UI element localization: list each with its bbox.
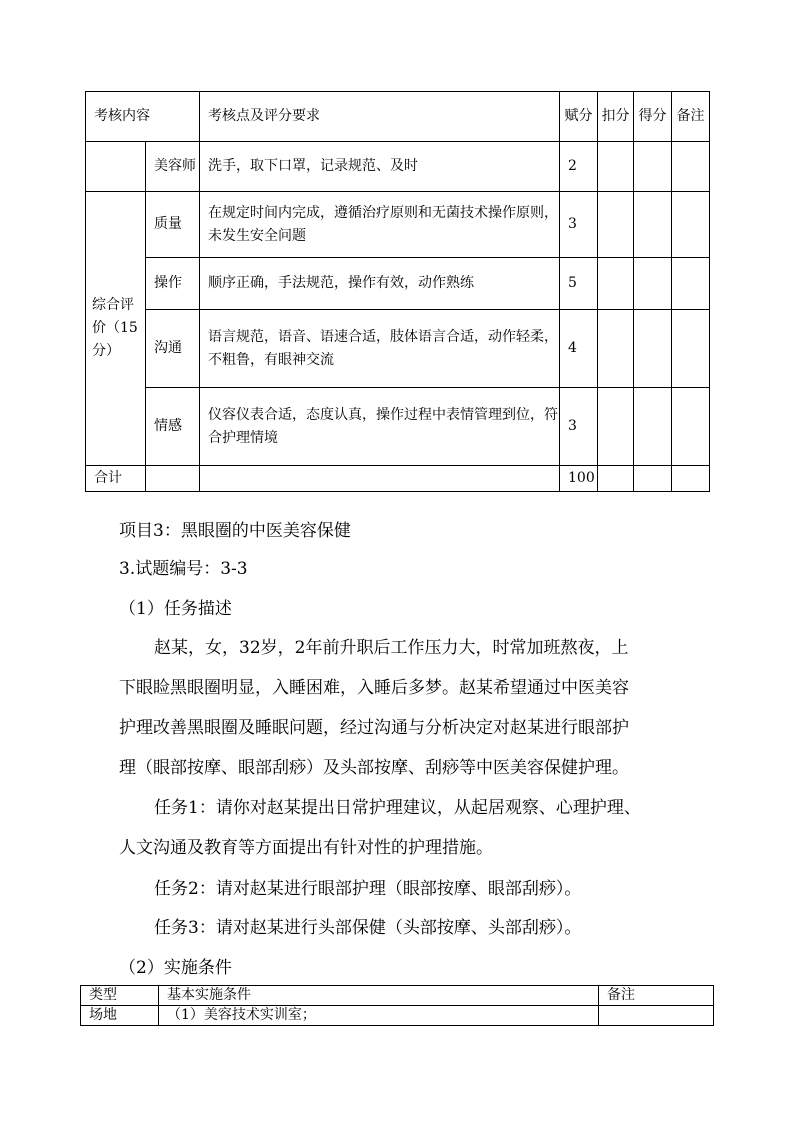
header-criteria: 考核点及评分要求 [200, 92, 560, 142]
header-deduct: 扣分 [598, 92, 634, 142]
conditions-basic: （1）美容技术实训室； [159, 1006, 599, 1026]
points-communication: 4 [560, 310, 598, 388]
task1-line: 任务1：请你对赵某提出日常护理建议，从起居观察、心理护理、 [154, 798, 641, 818]
total-points: 100 [560, 466, 598, 492]
points-emotion: 3 [560, 388, 598, 466]
criteria-operation: 顺序正确，手法规范，操作有效，动作熟练 [200, 258, 560, 310]
empty-cell [672, 388, 710, 466]
conditions-heading: （2）实施条件 [119, 958, 232, 978]
empty-cell [598, 388, 634, 466]
empty-cell [672, 142, 710, 192]
points-quality: 3 [560, 192, 598, 258]
empty-cell [598, 142, 634, 192]
empty-cell [634, 388, 672, 466]
criteria-beautician: 洗手，取下口罩，记录规范、及时 [200, 142, 560, 192]
criteria-communication: 语言规范，语音、语速合适，肢体语言合适，动作轻柔，不粗鲁，有眼神交流 [200, 310, 560, 388]
description-line: 理（眼部按摩、眼部刮痧）及头部按摩、刮痧等中医美容保健护理。 [119, 758, 629, 778]
empty-cell [634, 310, 672, 388]
question-number: 3.试题编号：3-3 [119, 559, 248, 579]
task-heading: （1）任务描述 [119, 599, 232, 619]
header-note: 备注 [672, 92, 710, 142]
empty-cell [672, 466, 710, 492]
empty-cell [672, 258, 710, 310]
points-operation: 5 [560, 258, 598, 310]
empty-cell [634, 192, 672, 258]
task1-line: 人文沟通及教育等方面提出有针对性的护理措施。 [119, 838, 493, 858]
sub-item-beautician: 美容师 [146, 142, 200, 192]
empty-cell [634, 258, 672, 310]
criteria-quality: 在规定时间内完成，遵循治疗原则和无菌技术操作原则，未发生安全问题 [200, 192, 560, 258]
conditions-table [80, 985, 714, 1026]
task2-text: 任务2：请对赵某进行眼部护理（眼部按摩、眼部刮痧）。 [154, 879, 582, 899]
header-points: 赋分 [560, 92, 598, 142]
empty-cell [146, 466, 200, 492]
criteria-emotion: 仪容仪表合适，态度认真，操作过程中表情管理到位，符合护理情境 [200, 388, 560, 466]
empty-cell [86, 142, 146, 192]
sub-item-emotion: 情感 [146, 388, 200, 466]
empty-cell [598, 310, 634, 388]
empty-cell [672, 310, 710, 388]
sub-item-operation: 操作 [146, 258, 200, 310]
total-label: 合计 [86, 466, 146, 492]
group-label: 综合评价（15分） [86, 192, 146, 466]
conditions-header-basic: 基本实施条件 [159, 986, 599, 1006]
header-content: 考核内容 [86, 92, 200, 142]
description-line: 下眼睑黑眼圈明显，入睡困难，入睡后多梦。赵某希望通过中医美容 [119, 678, 629, 698]
score-table [85, 91, 710, 492]
empty-cell [200, 466, 560, 492]
header-score: 得分 [634, 92, 672, 142]
empty-cell [598, 466, 634, 492]
sub-item-quality: 质量 [146, 192, 200, 258]
conditions-type: 场地 [81, 1006, 159, 1026]
empty-cell [598, 192, 634, 258]
description-line: 赵某，女，32岁，2年前升职后工作压力大，时常加班熬夜，上 [154, 638, 629, 658]
empty-cell [634, 466, 672, 492]
empty-cell [634, 142, 672, 192]
conditions-header-note: 备注 [599, 986, 714, 1006]
description-line: 护理改善黑眼圈及睡眠问题，经过沟通与分析决定对赵某进行眼部护 [119, 718, 629, 738]
project-title: 项目3：黑眼圈的中医美容保健 [119, 521, 351, 541]
conditions-note [599, 1006, 714, 1026]
empty-cell [672, 192, 710, 258]
conditions-header-type: 类型 [81, 986, 159, 1006]
sub-item-communication: 沟通 [146, 310, 200, 388]
empty-cell [598, 258, 634, 310]
points-beautician: 2 [560, 142, 598, 192]
task3-text: 任务3：请对赵某进行头部保健（头部按摩、头部刮痧）。 [154, 918, 582, 938]
